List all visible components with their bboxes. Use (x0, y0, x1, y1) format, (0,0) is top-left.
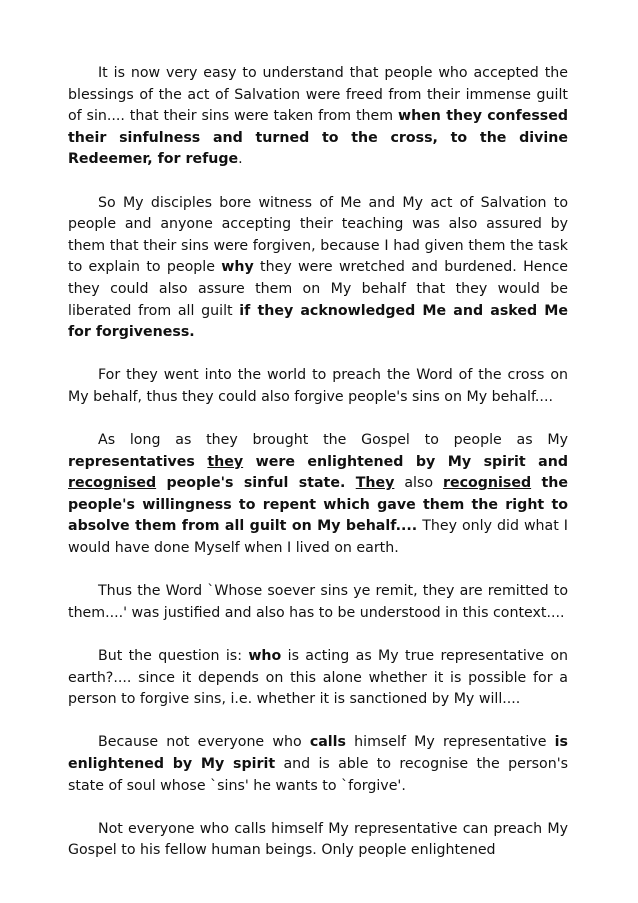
paragraph (68, 581, 568, 624)
paragraph (68, 365, 568, 408)
paragraph (68, 63, 568, 171)
paragraph (68, 430, 568, 560)
bold-text: representatives (68, 453, 208, 470)
body-text: . (238, 151, 243, 168)
bold-text: were enlightened by My spirit and (243, 453, 568, 470)
body-text: But the question is: (98, 648, 249, 665)
bold-text: They (355, 475, 395, 492)
bold-text: if they acknowledged Me and asked Me for forgiveness. (68, 302, 568, 341)
bold-text: recognised (442, 475, 532, 492)
bold-text: calls (309, 734, 346, 751)
bold-text: recognised (68, 475, 157, 492)
bold-text: people's sinful state. (156, 475, 356, 492)
body-text: and is able to recognise the person's state of soul whose `sins' he wants to `forgive'. (68, 756, 569, 794)
body-text: himself My representative (345, 734, 555, 751)
paragraph (68, 819, 568, 862)
bold-text: when they confessed their sinfulness and turned to the cross, to the divine Redeemer, for refuge (68, 108, 568, 168)
body-text: For they went into the world to preach the Word of the cross on My behalf, thus they could also forgive people's sins on My behalf.... (68, 367, 568, 405)
bold-text: the people's willingness to repent which gave them the right to absolve them from all guilt on My behalf.... (68, 475, 568, 535)
bold-text: is enlightened by My spirit (68, 734, 568, 772)
body-text: they were wretched and burdened. Hence they could also assure them on My behalf that they would be liberated from all guilt (68, 259, 568, 319)
bold-text: they (207, 453, 244, 470)
document-page (68, 63, 568, 884)
bold-text: who (248, 648, 282, 665)
paragraph (68, 646, 568, 711)
body-text: They only did what I would have done Myself when I lived on earth. (68, 518, 568, 557)
body-text: As long as they brought the Gospel to people as My (98, 432, 568, 449)
body-text: Because not everyone who (98, 734, 310, 751)
paragraph (68, 193, 568, 344)
body-text: Not everyone who calls himself My representative can preach My Gospel to his fellow human beings. Only people enlightened (68, 820, 568, 859)
body-text: It is now very easy to understand that people who accepted the blessings of the act of Salvation were freed from their immense guilt of sin.... that their sins were taken from them (68, 65, 568, 125)
body-text: also (394, 475, 443, 492)
body-text: is acting as My true representative on earth?.... since it depends on this alone whether it is possible for a person to forgive sins, i.e. whether it is sanctioned by My will.... (68, 648, 568, 708)
paragraph (68, 732, 568, 797)
body-text: So My disciples bore witness of Me and My act of Salvation to people and anyone accepting their teaching was also assured by them that their sins were forgiven, because I had given them the task to explain to people (68, 194, 568, 276)
bold-text: why (221, 259, 254, 276)
body-text: Thus the Word `Whose soever sins ye remit, they are remitted to them....' was justified and also has to be understood in this context.... (68, 583, 568, 621)
